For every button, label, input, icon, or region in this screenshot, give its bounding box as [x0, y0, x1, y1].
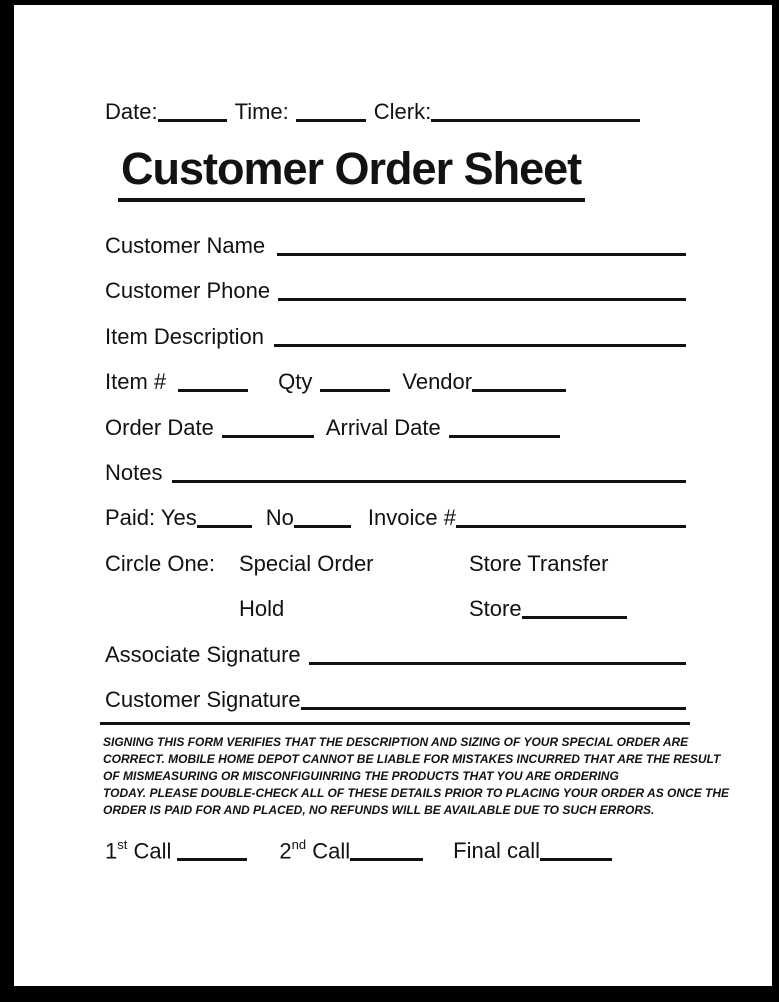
hold-store-row: [105, 596, 686, 626]
order-sheet-page: [14, 5, 772, 986]
qty-blank-line: [320, 387, 390, 392]
store-blank-line: [522, 614, 627, 619]
circle-one-row: [105, 551, 686, 581]
associate-signature-blank-line: [309, 660, 686, 665]
item-description-row: [105, 324, 686, 350]
vendor-blank-line: [472, 387, 566, 392]
item-description-label: Item Description: [105, 324, 264, 349]
associate-signature-label: Associate Signature: [105, 642, 301, 667]
associate-signature-row: [105, 642, 686, 668]
time-blank-line: [296, 117, 366, 122]
circle-one-label: Circle One:: [105, 551, 216, 576]
notes-row: [105, 460, 686, 486]
paid-no-label: No: [265, 505, 294, 530]
date-time-clerk-row: [105, 99, 686, 125]
store-transfer-option: Store Transfer: [469, 551, 609, 576]
second-call-blank-line: [350, 856, 423, 861]
call-log-row: [105, 838, 686, 864]
order-arrival-row: [105, 415, 686, 441]
customer-name-label: Customer Name: [105, 233, 266, 258]
customer-phone-blank-line: [278, 296, 686, 301]
disclaimer-line-3: OF MISMEASURING OR MISCONFIGUINRING THE PRODUCTS THAT YOU ARE ORDERING: [103, 769, 619, 783]
time-label: Time:: [234, 99, 289, 124]
second-call-label: 2nd Call: [279, 837, 351, 864]
disclaimer-line-1: SIGNING THIS FORM VERIFIES THAT THE DESCRIPTION AND SIZING OF YOUR SPECIAL ORDER ARE: [103, 735, 689, 749]
notes-blank-line: [172, 478, 686, 483]
date-label: Date:: [105, 99, 158, 124]
arrival-date-blank-line: [449, 433, 560, 438]
first-call-blank-line: [177, 856, 247, 861]
item-description-blank-line: [274, 342, 686, 347]
disclaimer-line-4: TODAY. PLEASE DOUBLE-CHECK ALL OF THESE DETAILS PRIOR TO PLACING YOUR ORDER AS ONCE THE: [103, 786, 730, 800]
clerk-label: Clerk:: [373, 99, 432, 124]
disclaimer-line-2: CORRECT. MOBILE HOME DEPOT CANNOT BE LIABLE FOR MISTAKES INCURRED THAT ARE THE RESULT: [103, 752, 721, 766]
page-title: Customer Order Sheet: [118, 143, 585, 202]
vendor-label: Vendor: [402, 369, 473, 394]
item-number-label: Item #: [105, 369, 167, 394]
special-order-option: Special Order: [239, 551, 374, 576]
disclaimer-line-5: ORDER IS PAID FOR AND PLACED, NO REFUNDS WILL BE AVAILABLE DUE TO SUCH ERRORS.: [103, 803, 655, 817]
hold-option: Hold: [239, 596, 285, 621]
clerk-blank-line: [431, 117, 640, 122]
paid-yes-blank-line: [197, 523, 252, 528]
customer-signature-label: Customer Signature: [105, 687, 301, 712]
customer-signature-row: [105, 687, 686, 713]
disclaimer-text: [103, 734, 730, 819]
customer-signature-blank-line: [301, 705, 686, 710]
arrival-date-label: Arrival Date: [325, 415, 441, 440]
final-call-blank-line: [540, 856, 612, 861]
first-call-label: 1st Call: [105, 837, 172, 864]
notes-label: Notes: [105, 460, 163, 485]
invoice-number-blank-line: [456, 523, 686, 528]
paid-yes-label: Paid: Yes: [105, 505, 197, 530]
date-blank-line: [158, 117, 227, 122]
qty-label: Qty: [278, 369, 313, 394]
customer-name-blank-line: [277, 251, 686, 256]
item-number-blank-line: [178, 387, 248, 392]
final-call-label: Final call: [453, 838, 540, 864]
invoice-number-label: Invoice #: [367, 505, 456, 530]
paid-no-blank-line: [294, 523, 351, 528]
customer-phone-label: Customer Phone: [105, 278, 271, 303]
section-divider-line: [100, 722, 690, 725]
paid-invoice-row: [105, 505, 686, 531]
customer-phone-row: [105, 278, 686, 304]
store-option: Store: [469, 596, 522, 621]
customer-name-row: [105, 233, 686, 259]
order-date-label: Order Date: [105, 415, 214, 440]
order-date-blank-line: [222, 433, 314, 438]
second-call-ordinal: nd: [291, 837, 307, 852]
first-call-ordinal: st: [117, 837, 128, 852]
store-option-group: [469, 596, 627, 622]
item-qty-vendor-row: [105, 369, 686, 395]
